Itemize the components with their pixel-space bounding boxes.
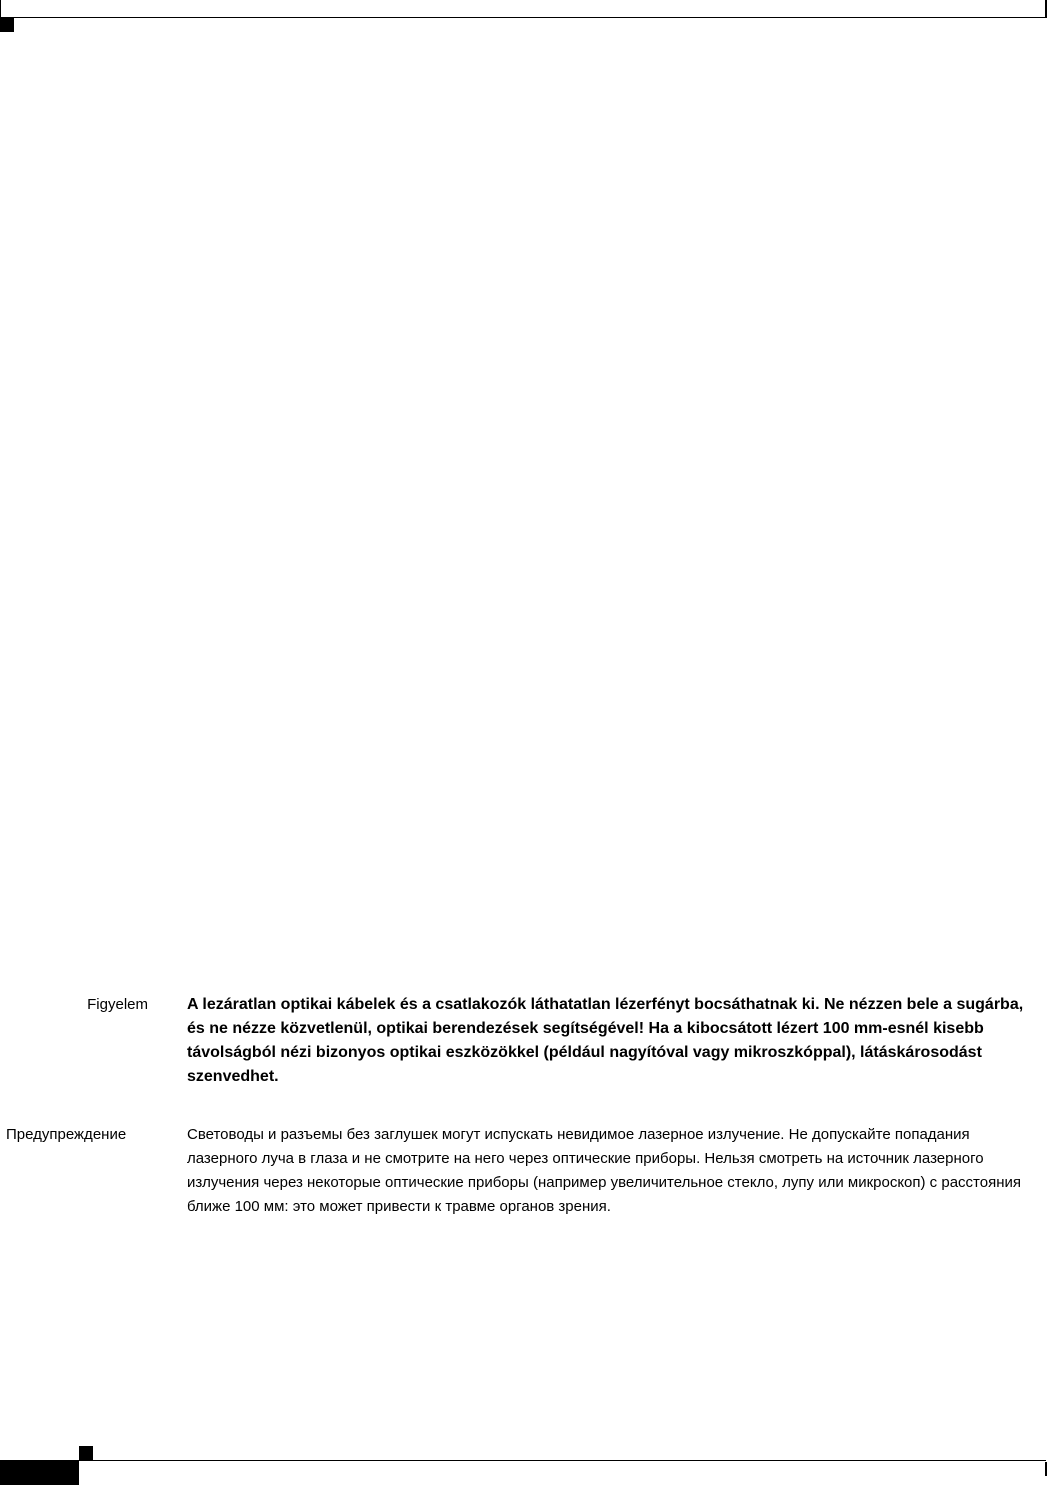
- footer-rule: [79, 1460, 1046, 1461]
- warning-label-hungarian: Figyelem: [87, 996, 148, 1013]
- header-right-tick: [1045, 0, 1047, 18]
- warning-text-hungarian: A lezáratlan optikai kábelek és a csatlakozók láthatatlan lézerfényt bocsáthatnak ki. Ne nézzen bele a sugárba, és ne nézze közvetlenül, optikai berendezések segítségével! Ha a kibocsátott lézert 100 mm-esnél kisebb távolságból nézi bizonyos optikai eszközökkel (például nagyítóval vagy mikroszkóppal), látáskárosodást szenvedhet.: [187, 996, 1024, 1085]
- footer-right-tick: [1045, 1462, 1047, 1476]
- header-left-tick: [0, 0, 1, 18]
- warning-text-russian: Световоды и разъемы без заглушек могут испускать невидимое лазерное излучение. Не допускайте попадания лазерного луча в глаза и не смотрите на него через оптические приборы. Нельзя смотреть на источник лазерного излучения через некоторые оптические приборы (например увеличительное стекло, лупу или микроскоп) с расстояния ближе 100 мм: это может привести к травме органов зрения.: [187, 1126, 1021, 1215]
- header-corner-mark: [0, 18, 14, 32]
- footer-page-tab: [0, 1460, 79, 1485]
- header-rule: [0, 17, 1046, 18]
- footer-corner-mark: [79, 1446, 93, 1460]
- warning-label-russian: Предупреждение: [6, 1126, 127, 1143]
